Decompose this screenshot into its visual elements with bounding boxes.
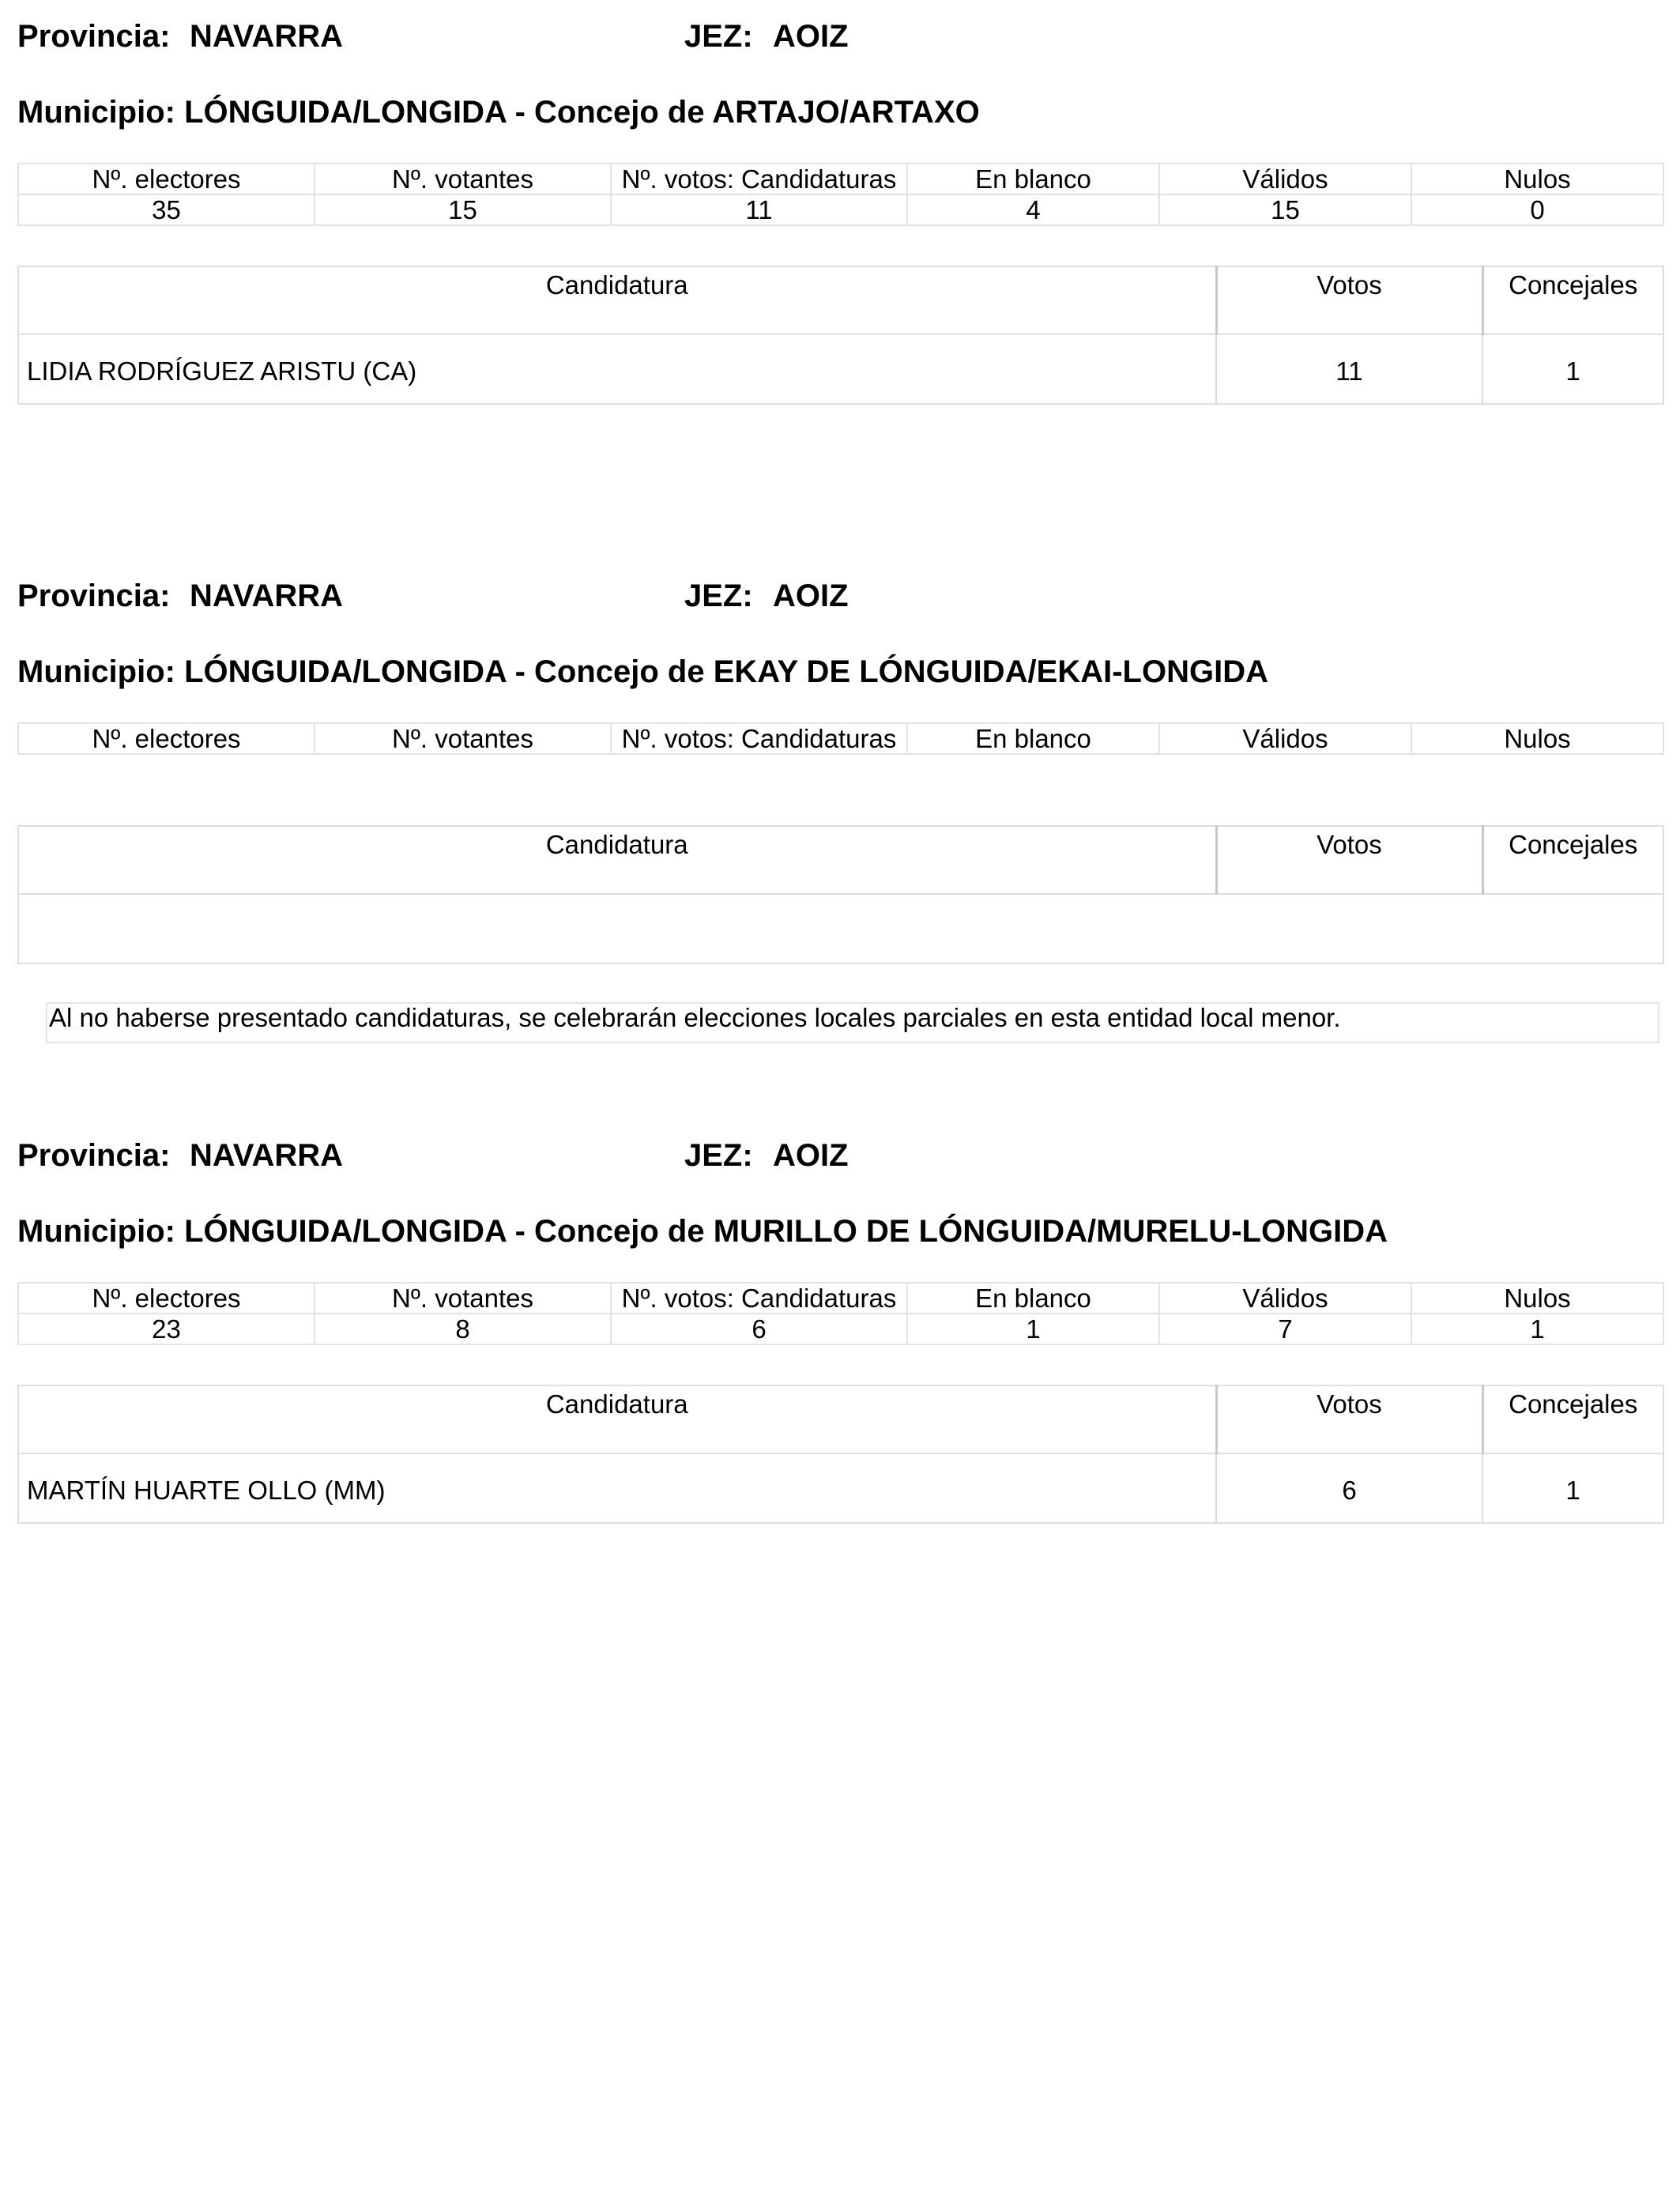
candidates-table [17, 825, 1664, 964]
jez-value: AOIZ [773, 1138, 849, 1173]
concejo-section-artajo [0, 0, 1680, 553]
jez-label: JEZ: [684, 1138, 753, 1173]
stats-header-row [18, 723, 1663, 754]
candidate-row [18, 334, 1663, 404]
candidate-name: LIDIA RODRÍGUEZ ARISTU (CA) [18, 334, 1216, 404]
stats-header-row [18, 1283, 1663, 1314]
validos-value: 7 [1159, 1314, 1411, 1344]
nulos-value: 1 [1411, 1314, 1663, 1344]
provincia-label: Provincia: [17, 579, 171, 613]
candidatura-header: Candidatura [18, 1385, 1216, 1453]
votantes-header: Nº. votantes [315, 1283, 611, 1314]
candidates-table [17, 1385, 1664, 1524]
candidates-header-row [18, 266, 1663, 334]
nulos-value: 0 [1411, 194, 1663, 225]
jez-value: AOIZ [773, 579, 849, 613]
stats-table [17, 722, 1664, 755]
stats-header-row [18, 164, 1663, 194]
jez-label: JEZ: [684, 19, 753, 54]
candidates-table [17, 266, 1664, 405]
provincia-value: NAVARRA [190, 19, 344, 54]
candidate-concejales: 1 [1482, 334, 1663, 404]
candidate-votos: 6 [1216, 1453, 1482, 1523]
validos-header: Válidos [1159, 164, 1411, 194]
concejales-header: Concejales [1482, 1385, 1663, 1453]
en-blanco-value: 1 [907, 1314, 1159, 1344]
provincia-value: NAVARRA [190, 1138, 344, 1173]
votos-header: Votos [1216, 1385, 1482, 1453]
concejo-section-ekay [0, 560, 1680, 1113]
candidate-row [18, 1453, 1663, 1523]
candidate-row-empty [18, 894, 1663, 963]
empty-candidate-cell [18, 894, 1663, 963]
votantes-value: 15 [315, 194, 611, 225]
votantes-header: Nº. votantes [315, 164, 611, 194]
candidate-votos: 11 [1216, 334, 1482, 404]
en-blanco-header: En blanco [907, 723, 1159, 754]
stats-values-row [18, 1314, 1663, 1344]
municipio-title: Municipio: LÓNGUIDA/LONGIDA - Concejo de ARTAJO/ARTAXO [17, 95, 980, 130]
municipio-title: Municipio: LÓNGUIDA/LONGIDA - Concejo de EKAY DE LÓNGUIDA/EKAI-LONGIDA [17, 654, 1268, 689]
candidates-header-row [18, 1385, 1663, 1453]
concejales-header: Concejales [1482, 826, 1663, 894]
stats-table [17, 163, 1664, 226]
votos-candidaturas-header: Nº. votos: Candidaturas [611, 164, 907, 194]
electores-value: 35 [18, 194, 315, 225]
votos-header: Votos [1216, 266, 1482, 334]
en-blanco-header: En blanco [907, 164, 1159, 194]
votantes-header: Nº. votantes [315, 723, 611, 754]
jez-value: AOIZ [773, 19, 849, 54]
notice-message: Al no haberse presentado candidaturas, se celebrarán elecciones locales parciales en esta entidad local menor. [46, 1002, 1659, 1043]
votos-candidaturas-header: Nº. votos: Candidaturas [611, 723, 907, 754]
concejales-header: Concejales [1482, 266, 1663, 334]
nulos-header: Nulos [1411, 164, 1663, 194]
stats-table [17, 1282, 1664, 1345]
votos-candidaturas-value: 6 [611, 1314, 907, 1344]
candidatura-header: Candidatura [18, 826, 1216, 894]
candidates-header-row [18, 826, 1663, 894]
validos-value: 15 [1159, 194, 1411, 225]
municipio-title: Municipio: LÓNGUIDA/LONGIDA - Concejo de MURILLO DE LÓNGUIDA/MURELU-LONGIDA [17, 1214, 1388, 1249]
candidate-concejales: 1 [1482, 1453, 1663, 1523]
nulos-header: Nulos [1411, 723, 1663, 754]
validos-header: Válidos [1159, 1283, 1411, 1314]
votos-header: Votos [1216, 826, 1482, 894]
nulos-header: Nulos [1411, 1283, 1663, 1314]
candidate-name: MARTÍN HUARTE OLLO (MM) [18, 1453, 1216, 1523]
electores-header: Nº. electores [18, 1283, 315, 1314]
electores-header: Nº. electores [18, 164, 315, 194]
jez-label: JEZ: [684, 579, 753, 613]
provincia-label: Provincia: [17, 1138, 171, 1173]
stats-values-row [18, 194, 1663, 225]
votantes-value: 8 [315, 1314, 611, 1344]
electores-value: 23 [18, 1314, 315, 1344]
en-blanco-value: 4 [907, 194, 1159, 225]
electores-header: Nº. electores [18, 723, 315, 754]
candidatura-header: Candidatura [18, 266, 1216, 334]
en-blanco-header: En blanco [907, 1283, 1159, 1314]
concejo-section-murillo [0, 1119, 1680, 1672]
provincia-label: Provincia: [17, 19, 171, 54]
validos-header: Válidos [1159, 723, 1411, 754]
provincia-value: NAVARRA [190, 579, 344, 613]
votos-candidaturas-header: Nº. votos: Candidaturas [611, 1283, 907, 1314]
votos-candidaturas-value: 11 [611, 194, 907, 225]
